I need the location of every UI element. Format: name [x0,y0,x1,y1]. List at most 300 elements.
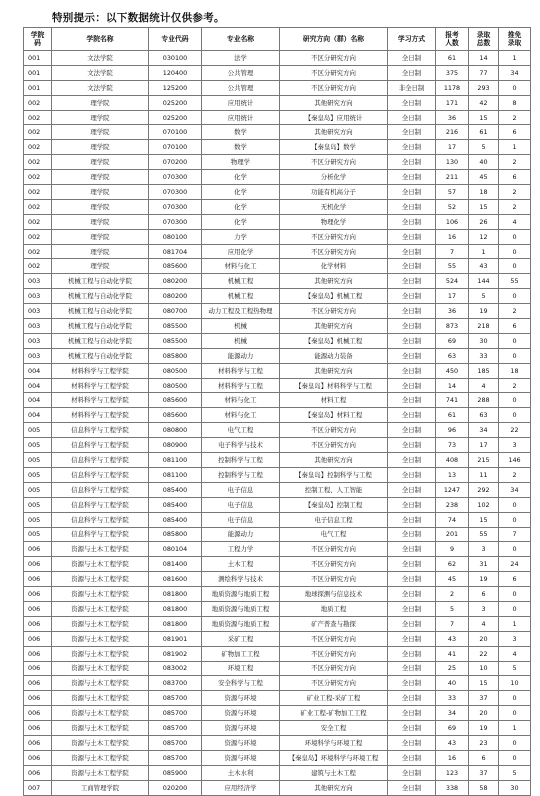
cell-research-direction: 【秦皇岛】机械工程 [280,289,388,304]
cell-recommended-admitted: 4 [499,646,531,661]
cell-major-name: 工程力学 [202,542,280,557]
cell-study-mode: 全日制 [388,512,436,527]
cell-college-code: 006 [24,765,52,780]
cell-recommended-admitted: 0 [499,735,531,750]
cell-college-code: 003 [24,274,52,289]
cell-major-code: 085700 [149,706,202,721]
cell-college-name: 信息科学与工程学院 [52,467,149,482]
admissions-table [23,27,531,796]
cell-recommended-admitted: 0 [499,259,531,274]
cell-college-code: 001 [24,51,52,66]
cell-college-name: 材料科学与工程学院 [52,363,149,378]
cell-major-code: 080200 [149,289,202,304]
cell-admitted-total: 58 [469,780,499,795]
cell-applicants: 1178 [436,80,469,95]
cell-major-name: 地质资源与地质工程 [202,601,280,616]
col-college-code: 学院 码 [24,28,52,51]
cell-major-code: 081600 [149,572,202,587]
cell-major-code: 125200 [149,80,202,95]
cell-research-direction: 材料工程 [280,393,388,408]
cell-applicants: 7 [436,616,469,631]
cell-major-code: 081800 [149,587,202,602]
cell-admitted-total: 10 [469,661,499,676]
cell-major-name: 控制科学与工程 [202,453,280,468]
cell-study-mode: 全日制 [388,125,436,140]
cell-major-code: 080104 [149,542,202,557]
cell-research-direction: 其他研究方向 [280,95,388,110]
cell-major-code: 085700 [149,691,202,706]
cell-college-code: 006 [24,750,52,765]
cell-admitted-total: 19 [469,304,499,319]
cell-college-code: 005 [24,482,52,497]
cell-major-name: 材料与化工 [202,259,280,274]
table-row [24,676,531,691]
table-row [24,482,531,497]
cell-recommended-admitted: 0 [499,229,531,244]
cell-study-mode: 全日制 [388,244,436,259]
cell-college-code: 004 [24,408,52,423]
table-row [24,229,531,244]
cell-major-name: 动力工程及工程热物理 [202,304,280,319]
cell-major-name: 数学 [202,140,280,155]
table-row [24,616,531,631]
cell-college-code: 006 [24,542,52,557]
cell-admitted-total: 11 [469,467,499,482]
cell-study-mode: 非全日制 [388,80,436,95]
cell-applicants: 52 [436,199,469,214]
cell-college-name: 理学院 [52,140,149,155]
cell-applicants: 375 [436,65,469,80]
cell-research-direction: 【秦皇岛】应用统计 [280,110,388,125]
cell-admitted-total: 77 [469,65,499,80]
cell-major-name: 电子信息 [202,497,280,512]
table-row [24,304,531,319]
cell-research-direction: 【秦皇岛】环境科学与环境工程 [280,750,388,765]
cell-applicants: 45 [436,572,469,587]
cell-college-name: 信息科学与工程学院 [52,527,149,542]
cell-study-mode: 全日制 [388,572,436,587]
cell-study-mode: 全日制 [388,95,436,110]
cell-admitted-total: 6 [469,587,499,602]
cell-recommended-admitted: 5 [499,661,531,676]
cell-recommended-admitted: 2 [499,155,531,170]
cell-admitted-total: 288 [469,393,499,408]
cell-study-mode: 全日制 [388,453,436,468]
table-row [24,363,531,378]
cell-college-name: 理学院 [52,95,149,110]
cell-applicants: 43 [436,631,469,646]
cell-college-code: 003 [24,319,52,334]
cell-recommended-admitted: 0 [499,706,531,721]
cell-college-name: 资源与土木工程学院 [52,587,149,602]
cell-applicants: 238 [436,497,469,512]
cell-major-code: 070300 [149,199,202,214]
cell-college-name: 材料科学与工程学院 [52,378,149,393]
table-row [24,140,531,155]
cell-research-direction: 不区分研究方向 [280,423,388,438]
cell-college-code: 006 [24,706,52,721]
cell-major-name: 机械工程 [202,274,280,289]
cell-study-mode: 全日制 [388,348,436,363]
cell-recommended-admitted: 18 [499,363,531,378]
cell-research-direction: 【秦皇岛】数学 [280,140,388,155]
cell-college-code: 004 [24,378,52,393]
cell-college-name: 理学院 [52,259,149,274]
cell-major-name: 资源与环境 [202,706,280,721]
cell-major-code: 030100 [149,51,202,66]
cell-study-mode: 全日制 [388,765,436,780]
cell-recommended-admitted: 3 [499,438,531,453]
cell-recommended-admitted: 3 [499,631,531,646]
cell-major-name: 化学 [202,170,280,185]
cell-admitted-total: 55 [469,527,499,542]
cell-major-code: 080700 [149,304,202,319]
cell-applicants: 338 [436,780,469,795]
cell-college-name: 材料科学与工程学院 [52,408,149,423]
cell-recommended-admitted: 0 [499,289,531,304]
cell-major-code: 085900 [149,765,202,780]
cell-college-name: 机械工程与自动化学院 [52,289,149,304]
cell-major-code: 081901 [149,631,202,646]
cell-study-mode: 全日制 [388,304,436,319]
cell-college-name: 资源与土木工程学院 [52,765,149,780]
cell-recommended-admitted: 0 [499,512,531,527]
cell-research-direction: 不区分研究方向 [280,631,388,646]
table-row [24,274,531,289]
cell-recommended-admitted: 0 [499,80,531,95]
cell-applicants: 873 [436,319,469,334]
cell-recommended-admitted: 10 [499,676,531,691]
cell-admitted-total: 26 [469,214,499,229]
table-row [24,438,531,453]
table-row [24,497,531,512]
cell-college-code: 006 [24,587,52,602]
cell-major-code: 120400 [149,65,202,80]
cell-major-code: 020200 [149,780,202,795]
cell-study-mode: 全日制 [388,214,436,229]
cell-applicants: 123 [436,765,469,780]
table-row [24,348,531,363]
table-row [24,587,531,602]
cell-major-code: 081100 [149,467,202,482]
cell-recommended-admitted: 4 [499,214,531,229]
cell-applicants: 14 [436,378,469,393]
cell-applicants: 63 [436,348,469,363]
cell-major-name: 机械工程 [202,289,280,304]
cell-major-name: 环境工程 [202,661,280,676]
cell-college-name: 资源与土木工程学院 [52,601,149,616]
cell-admitted-total: 23 [469,735,499,750]
cell-major-name: 应用统计 [202,110,280,125]
cell-college-name: 资源与土木工程学院 [52,750,149,765]
cell-study-mode: 全日制 [388,557,436,572]
cell-study-mode: 全日制 [388,110,436,125]
cell-study-mode: 全日制 [388,676,436,691]
cell-research-direction: 能源动力装备 [280,348,388,363]
cell-research-direction: 不区分研究方向 [280,65,388,80]
cell-research-direction: 无机化学 [280,199,388,214]
cell-applicants: 55 [436,259,469,274]
table-row [24,51,531,66]
cell-college-code: 005 [24,527,52,542]
cell-applicants: 16 [436,229,469,244]
col-college-name: 学院名称 [52,28,149,51]
cell-recommended-admitted: 0 [499,408,531,423]
cell-admitted-total: 22 [469,646,499,661]
cell-admitted-total: 5 [469,289,499,304]
table-row [24,155,531,170]
cell-applicants: 450 [436,363,469,378]
cell-research-direction: 矿业工程-矿物加工工程 [280,706,388,721]
cell-research-direction: 安全工程 [280,721,388,736]
table-body [24,51,531,796]
cell-applicants: 1247 [436,482,469,497]
cell-college-code: 003 [24,333,52,348]
cell-recommended-admitted: 1 [499,51,531,66]
cell-college-code: 006 [24,631,52,646]
cell-research-direction: 不区分研究方向 [280,244,388,259]
cell-applicants: 2 [436,587,469,602]
cell-major-code: 070300 [149,214,202,229]
cell-applicants: 16 [436,750,469,765]
col-recommended-admitted: 推免 录取 [499,28,531,51]
cell-major-name: 材料与化工 [202,408,280,423]
cell-admitted-total: 292 [469,482,499,497]
cell-recommended-admitted: 2 [499,110,531,125]
cell-major-name: 公共管理 [202,80,280,95]
cell-applicants: 201 [436,527,469,542]
cell-college-code: 006 [24,691,52,706]
cell-major-name: 法学 [202,51,280,66]
table-row [24,780,531,795]
cell-admitted-total: 15 [469,512,499,527]
table-row [24,512,531,527]
cell-recommended-admitted: 2 [499,304,531,319]
table-row [24,765,531,780]
cell-college-name: 资源与土木工程学院 [52,616,149,631]
cell-major-code: 081800 [149,601,202,616]
cell-study-mode: 全日制 [388,274,436,289]
cell-admitted-total: 63 [469,408,499,423]
table-row [24,601,531,616]
cell-admitted-total: 42 [469,95,499,110]
cell-college-name: 理学院 [52,199,149,214]
cell-college-name: 文法学院 [52,51,149,66]
cell-college-name: 信息科学与工程学院 [52,512,149,527]
cell-admitted-total: 43 [469,259,499,274]
cell-applicants: 17 [436,140,469,155]
cell-major-code: 025200 [149,110,202,125]
table-row [24,631,531,646]
table-row [24,661,531,676]
cell-research-direction: 其他研究方向 [280,319,388,334]
cell-major-name: 公共管理 [202,65,280,80]
cell-admitted-total: 4 [469,616,499,631]
cell-recommended-admitted: 1 [499,616,531,631]
cell-study-mode: 全日制 [388,170,436,185]
cell-research-direction: 不区分研究方向 [280,646,388,661]
table-row [24,170,531,185]
cell-admitted-total: 12 [469,229,499,244]
table-row [24,95,531,110]
cell-major-name: 土木水利 [202,765,280,780]
cell-college-code: 006 [24,601,52,616]
cell-applicants: 41 [436,646,469,661]
cell-applicants: 171 [436,95,469,110]
cell-admitted-total: 61 [469,125,499,140]
cell-research-direction: 电子信息工程 [280,512,388,527]
cell-admitted-total: 185 [469,363,499,378]
cell-college-code: 007 [24,780,52,795]
cell-study-mode: 全日制 [388,423,436,438]
cell-study-mode: 全日制 [388,333,436,348]
cell-applicants: 741 [436,393,469,408]
cell-study-mode: 全日制 [388,706,436,721]
cell-study-mode: 全日制 [388,467,436,482]
cell-college-code: 003 [24,304,52,319]
cell-college-code: 002 [24,214,52,229]
cell-college-code: 002 [24,199,52,214]
cell-research-direction: 【秦皇岛】材料工程 [280,408,388,423]
cell-college-code: 002 [24,110,52,125]
cell-college-code: 005 [24,512,52,527]
cell-major-code: 085600 [149,408,202,423]
cell-major-code: 081902 [149,646,202,661]
cell-major-name: 电气工程 [202,423,280,438]
cell-admitted-total: 293 [469,80,499,95]
cell-major-code: 085500 [149,333,202,348]
cell-recommended-admitted: 24 [499,557,531,572]
notice-text: 特别提示：以下数据统计仅供参考。 [52,12,225,24]
cell-study-mode: 全日制 [388,259,436,274]
cell-recommended-admitted: 55 [499,274,531,289]
cell-study-mode: 全日制 [388,750,436,765]
cell-study-mode: 全日制 [388,631,436,646]
cell-major-code: 085700 [149,735,202,750]
cell-major-name: 材料科学与工程 [202,363,280,378]
cell-recommended-admitted: 7 [499,527,531,542]
cell-applicants: 69 [436,333,469,348]
cell-admitted-total: 6 [469,750,499,765]
cell-college-code: 006 [24,572,52,587]
cell-college-code: 006 [24,661,52,676]
cell-recommended-admitted: 146 [499,453,531,468]
cell-major-name: 物理学 [202,155,280,170]
cell-college-name: 文法学院 [52,65,149,80]
cell-applicants: 5 [436,601,469,616]
cell-college-name: 理学院 [52,110,149,125]
cell-study-mode: 全日制 [388,155,436,170]
cell-research-direction: 地球探测与信息技术 [280,587,388,602]
cell-research-direction: 不区分研究方向 [280,661,388,676]
cell-major-code: 080500 [149,363,202,378]
cell-recommended-admitted: 0 [499,542,531,557]
cell-major-name: 机械 [202,319,280,334]
cell-major-code: 070100 [149,125,202,140]
cell-college-name: 信息科学与工程学院 [52,453,149,468]
table-row [24,735,531,750]
cell-recommended-admitted: 0 [499,691,531,706]
cell-college-code: 002 [24,125,52,140]
cell-admitted-total: 30 [469,333,499,348]
cell-admitted-total: 17 [469,438,499,453]
cell-college-code: 001 [24,65,52,80]
cell-major-name: 地质资源与地质工程 [202,616,280,631]
col-applicants: 报考 人数 [436,28,469,51]
cell-college-name: 理学院 [52,155,149,170]
cell-study-mode: 全日制 [388,140,436,155]
cell-admitted-total: 18 [469,185,499,200]
cell-college-code: 002 [24,259,52,274]
cell-admitted-total: 144 [469,274,499,289]
cell-major-name: 化学 [202,185,280,200]
cell-applicants: 130 [436,155,469,170]
cell-major-code: 085800 [149,527,202,542]
cell-study-mode: 全日制 [388,51,436,66]
cell-major-code: 085400 [149,497,202,512]
cell-applicants: 216 [436,125,469,140]
cell-college-code: 006 [24,676,52,691]
cell-major-code: 085700 [149,721,202,736]
cell-college-name: 资源与土木工程学院 [52,691,149,706]
cell-college-name: 信息科学与工程学院 [52,438,149,453]
cell-study-mode: 全日制 [388,363,436,378]
cell-recommended-admitted: 5 [499,765,531,780]
cell-major-name: 电子信息 [202,482,280,497]
cell-college-name: 机械工程与自动化学院 [52,274,149,289]
cell-major-name: 安全科学与工程 [202,676,280,691]
cell-research-direction: 电气工程 [280,527,388,542]
table-row [24,259,531,274]
cell-major-code: 081704 [149,244,202,259]
cell-major-code: 080900 [149,438,202,453]
cell-recommended-admitted: 34 [499,482,531,497]
cell-recommended-admitted: 0 [499,244,531,259]
cell-admitted-total: 20 [469,631,499,646]
cell-admitted-total: 3 [469,601,499,616]
cell-college-name: 理学院 [52,170,149,185]
cell-research-direction: 不区分研究方向 [280,676,388,691]
cell-college-name: 信息科学与工程学院 [52,423,149,438]
cell-college-code: 002 [24,170,52,185]
cell-recommended-admitted: 1 [499,721,531,736]
cell-study-mode: 全日制 [388,438,436,453]
cell-major-name: 材料与化工 [202,393,280,408]
cell-applicants: 40 [436,676,469,691]
table-row [24,542,531,557]
cell-study-mode: 全日制 [388,199,436,214]
cell-major-name: 电子科学与技术 [202,438,280,453]
cell-admitted-total: 3 [469,542,499,557]
cell-college-code: 006 [24,735,52,750]
cell-college-name: 理学院 [52,125,149,140]
cell-applicants: 106 [436,214,469,229]
cell-admitted-total: 15 [469,676,499,691]
cell-major-code: 085400 [149,482,202,497]
cell-college-code: 006 [24,616,52,631]
cell-applicants: 69 [436,721,469,736]
cell-applicants: 408 [436,453,469,468]
cell-admitted-total: 19 [469,572,499,587]
cell-applicants: 211 [436,170,469,185]
cell-college-code: 005 [24,453,52,468]
col-study-mode: 学习方式 [388,28,436,51]
cell-admitted-total: 15 [469,199,499,214]
cell-college-name: 机械工程与自动化学院 [52,333,149,348]
cell-study-mode: 全日制 [388,378,436,393]
cell-admitted-total: 218 [469,319,499,334]
cell-college-name: 资源与土木工程学院 [52,735,149,750]
